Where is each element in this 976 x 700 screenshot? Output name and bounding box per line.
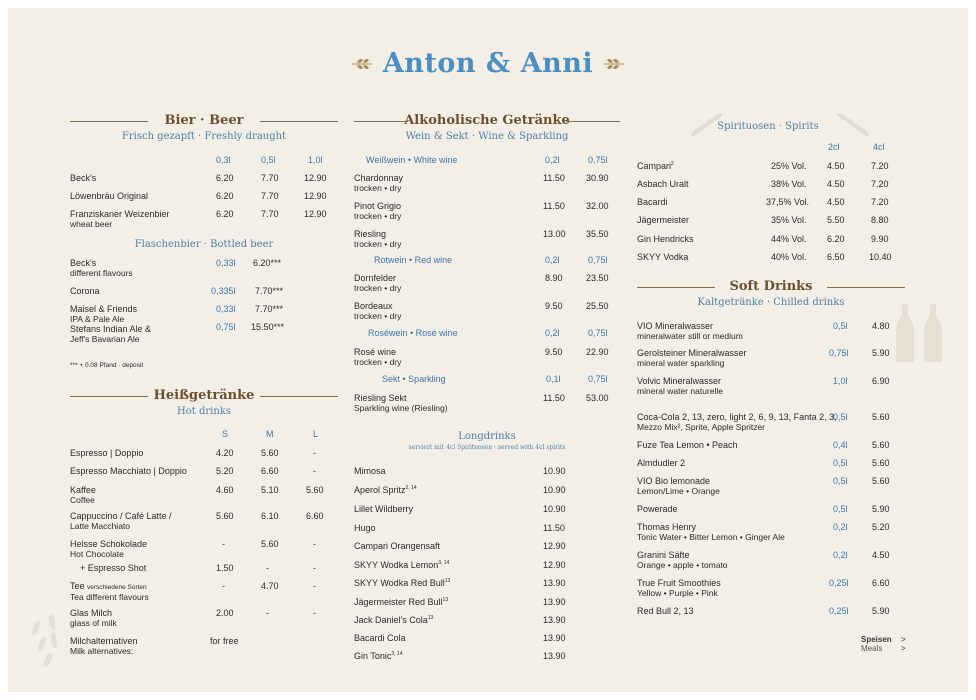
spirits-section: Spirituosen · Spirits 2cl 4cl Campari$^2$ 25% Vol. 4.50 7.20 Asbach Uralt 38% Vol. 4.50 7.20 Bacardi 37,5% Vol. 4.50 7.20 Jägermeister 35% Vol. 5.50 8.80 Gin Hendricks 44% Vol. 6.20 9.90 SKYY Vodka 40% Vol. 6.50 10.40	[637, 120, 899, 270]
alcoholic-drinks-title: Alkoholische Getränke	[354, 112, 620, 130]
beer-section: Bier · Beer Frisch gezapft · Freshly draught 0,3l 0,5l 1,0l Beck's 6.20 7.70 12.90 Löwenbräu Original 6.20 7.70 12.90 Franziskaner Weizenbier wheat beer 6.20 7.70 12.90 Flaschenbier · Bottled beer Beck's different flavours 0,33l 6.20*** Corona 0,335l 7.70*** Maisel & Friends IPA & Pale Ale 0,33l 7.70*** Stefans Indian Ale & Jeff's Bavarian Ale 0,75l 15.50*** *** + 0.08 Pfand · deposit	[70, 112, 338, 382]
longdrinks-title: Longdrinks	[458, 431, 516, 442]
wine-subtitle: Wein & Sekt · Wine & Sparkling	[405, 131, 569, 142]
bottled-subtitle: Flaschenbier · Bottled beer	[134, 239, 274, 250]
soft-drinks-title: Soft Drinks	[637, 278, 905, 296]
logo	[8, 48, 968, 79]
draught-subtitle: Frisch gezapft · Freshly draught	[121, 131, 287, 142]
chevron-right-icon: >	[901, 635, 906, 644]
next-page-sublabel: Meals	[861, 644, 883, 653]
hot-drinks-title: Heißgetränke	[70, 387, 338, 405]
menu-page	[8, 8, 968, 692]
chevron-right-icon: >	[901, 644, 906, 653]
soft-drinks-section: Soft Drinks Kaltgetränke · Chilled drinks VIO Mineralwasser mineralwater still or medium 0,5l 4.80 Gerolsteiner Mineralwasser mineral water sparkling 0,75l 5.90 Volvic Mineralwasser mineral water naturelle 1,0l 6.90 Coca-Cola 2, 13, zero, light 2, 6, 9, 13, Fanta 2, 3, Mezzo Mix², Sprite, Apple Spritzer 0,5l 5.60 Fuze Tea Lemon • Peach 0,4l 5.60 Almdudler 2 0,5l 5.60 VIO Bio lemonade Lemon/Lime • Orange 0,5l 5.60 Powerade 0,5l 5.90 Thomas Henry Tonic Water • Bitter Lemon • Ginger Ale 0,2l 5.20 Granini Säfte Orange • apple • tomato 0,2l 4.50 True Fruit Smoothies Yellow • Purple • Pink 0,25l 6.60 Red Bull 2, 13 0,25l 5.90	[637, 278, 905, 628]
wheat-sprig-right-icon	[602, 56, 626, 72]
hot-drinks-subtitle: Hot drinks	[177, 406, 231, 417]
beer-title: Bier · Beer	[70, 112, 338, 130]
brand-name: Anton & Anni	[382, 48, 594, 79]
soft-drinks-subtitle: Kaltgetränke · Chilled drinks	[697, 297, 845, 308]
alcoholic-drinks-section: Alkoholische Getränke Wein & Sekt · Wine & Sparkling Weißwein • White wine 0,2l 0,75l Chardonnay trocken • dry 11.50 30.90 Pinot Grigio trocken • dry 11.50 32.00 Riesling trocken • dry 13.00 35.50 Rotwein • Red wine 0,2l 0,75l Dornfelder trocken • dry 8.90 23.50 Bordeaux trocken • dry 9.50 25.50 Roséwein • Rosé wine 0,2l 0,75l Rosé wine trocken • dry 9.50 22.90 Sekt • Sparkling 0,1l 0,75l Riesling Sekt Sparkling wine (Riesling) 11.50 53.00 Longdrinks serviert mit 4cl Spirituosen · served with 4cl spirits Mimosa 10.90 Aperol Spritz$^{2, 14}$ 10.90 Lillet Wildberry 10.90 Hugo 11.50 Campari Orangensaft 12.90 SKYY Wodka Lemon$^{3, 14}$ 12.90 SKYY Wodka Red Bull$^{13}$ 13.90 Jägermeister Red Bull$^{13}$ 13.90 Jack Daniel's Cola$^{13}$ 13.90 Bacardi Cola 13.90 Gin Tonic$^{3, 14}$ 13.90	[354, 112, 620, 672]
next-page-label: Speisen	[861, 635, 892, 644]
longdrinks-subtitle: serviert mit 4cl Spirituosen · served with 4cl spirits	[408, 444, 566, 451]
wheat-decoration-icon	[18, 598, 68, 692]
spirits-title: Spirituosen · Spirits	[717, 121, 819, 132]
hot-drinks-section: Heißgetränke Hot drinks S M L Espresso | Doppio 4.20 5.60 - Espresso Macchiato | Doppio 5.20 6.60 - Kaffee Coffee 4.60 5.10 5.60 Cappuccino / Café Latte / Latte Macchiato 5.60 6.10 6.60 Heisse Schokolade Hot Chocolate - 5.60 - + Espresso Shot 1.50 - - Tee verschiedene Sorten Tea different flavours - 4.70 - Glas Milch glass of milk 2.00 - - Milchalternativen Milk alternatives: for free	[70, 387, 338, 667]
next-page-link[interactable]	[861, 635, 906, 653]
wheat-sprig-left-icon	[350, 56, 374, 72]
